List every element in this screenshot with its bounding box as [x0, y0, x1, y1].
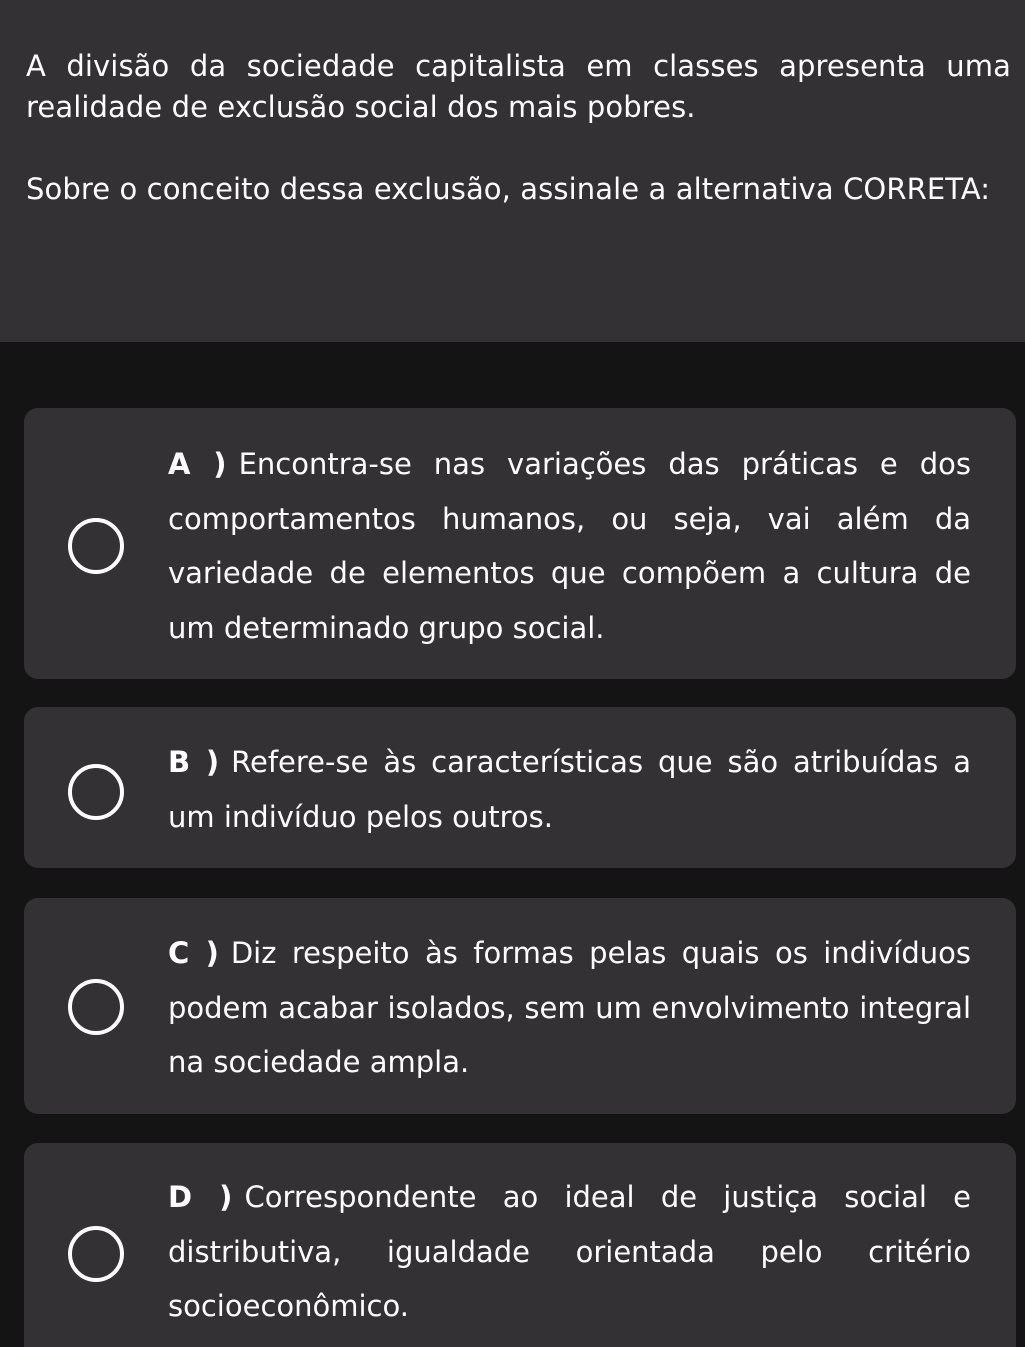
option-a-letter: A )	[168, 447, 227, 481]
option-d-text-block	[168, 1170, 971, 1334]
question-panel	[0, 0, 1025, 342]
option-b[interactable]	[24, 707, 1016, 868]
option-a[interactable]	[24, 408, 1016, 679]
option-a-text-block	[168, 437, 971, 655]
option-c[interactable]	[24, 898, 1016, 1114]
question-statement: A divisão da sociedade capitalista em classes apresenta uma realidade de exclusão social dos mais pobres.	[26, 49, 1011, 124]
option-b-letter: B )	[168, 745, 220, 779]
option-a-text: Encontra-se nas variações das práticas e dos comportamentos humanos, ou seja, vai além da variedade de elementos que compõem a cultura de um determinado grupo social.	[168, 447, 972, 645]
radio-button-d[interactable]	[68, 1226, 124, 1282]
option-c-letter: C )	[168, 936, 219, 970]
question-prompt: Sobre o conceito dessa exclusão, assinale a alternativa CORRETA:	[26, 172, 991, 206]
radio-button-a[interactable]	[68, 518, 124, 574]
radio-button-c[interactable]	[68, 979, 124, 1035]
option-c-text-block	[168, 926, 971, 1090]
option-d-text: Correspondente ao ideal de justiça social e distributiva, igualdade orientada pelo critério socioeconômico.	[168, 1180, 971, 1323]
option-d[interactable]	[24, 1143, 1016, 1347]
option-c-text: Diz respeito às formas pelas quais os indivíduos podem acabar isolados, sem um envolvimento integral na sociedade ampla.	[168, 936, 971, 1079]
option-b-text: Refere-se às características que são atribuídas a um indivíduo pelos outros.	[168, 745, 971, 834]
option-b-text-block	[168, 735, 971, 844]
option-d-letter: D )	[168, 1180, 233, 1214]
radio-button-b[interactable]	[68, 764, 124, 820]
